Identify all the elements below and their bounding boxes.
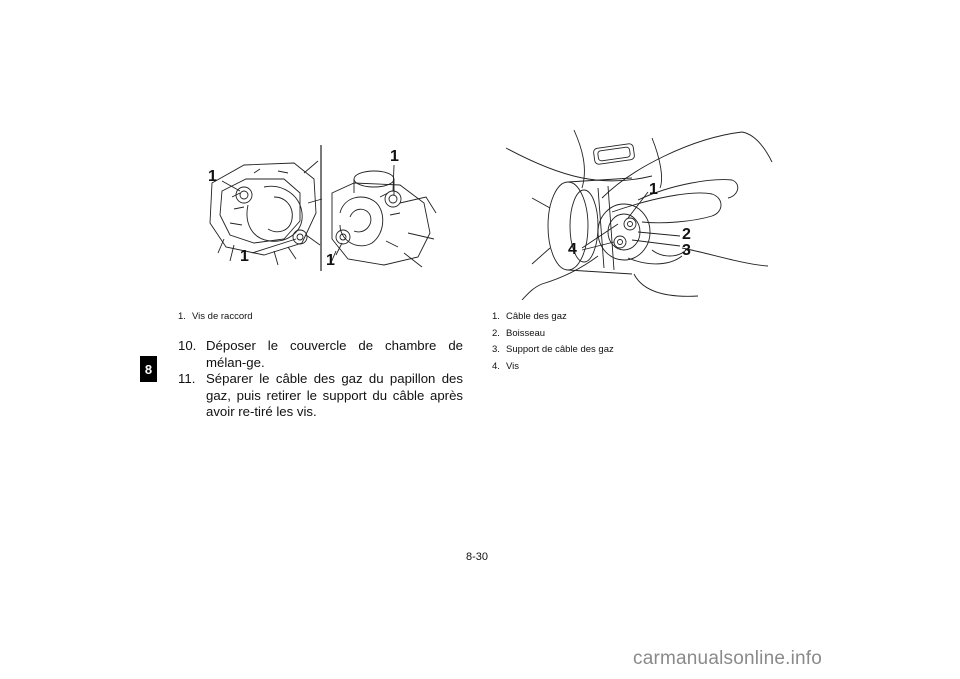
- callout-right-4: 4: [568, 241, 577, 258]
- throttle-cable-illustration: [502, 128, 774, 300]
- procedure-steps: [178, 338, 463, 421]
- callout-left-1c: 1: [390, 148, 399, 165]
- step-10: 10. Déposer le couvercle de chambre de mélan-ge.: [178, 338, 463, 370]
- callout-right-2: 2: [682, 226, 691, 243]
- carburetor-illustration: [204, 143, 440, 273]
- legend-item: 3. Support de câble des gaz: [492, 344, 614, 355]
- legend-item: 2. Boisseau: [492, 327, 546, 339]
- callout-right-1: 1: [649, 181, 658, 198]
- page-number: 8-30: [466, 551, 489, 563]
- figure-left-legend: [178, 311, 253, 328]
- callout-left-1a: 1: [208, 168, 217, 185]
- legend-item: 4. Vis: [492, 360, 520, 372]
- chapter-tab: 8: [140, 356, 157, 382]
- callout-left-1b: 1: [240, 248, 249, 265]
- watermark: carmanualsonline.info: [633, 648, 823, 669]
- figure-right-legend: [492, 311, 614, 377]
- callout-right-3: 3: [682, 242, 691, 259]
- callout-left-1d: 1: [326, 252, 335, 269]
- step-11: 11. Séparer le câble des gaz du papillon des gaz, puis retirer le support du câble après avoir re-tiré les vis.: [178, 371, 463, 420]
- legend-item: 1. Câble des gaz: [492, 311, 567, 322]
- legend-item: 1. Vis de raccord: [178, 311, 253, 322]
